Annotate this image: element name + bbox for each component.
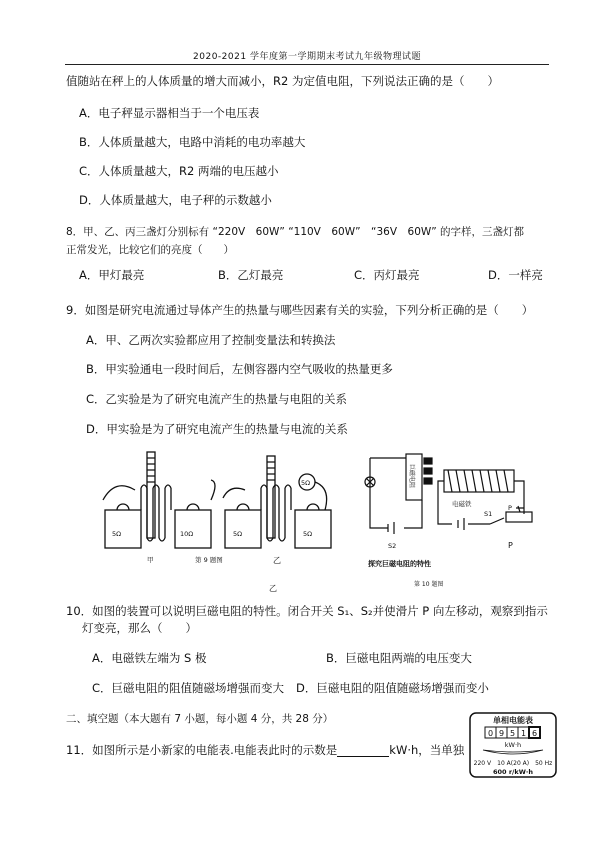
q10-option-b: B．巨磁电阻两端的电压变大 bbox=[326, 651, 472, 665]
fig10-title: 探究巨磁电阻的特性 bbox=[368, 560, 431, 568]
q9-option-c: C．乙实验是为了研究电流产生的热量与电阻的关系 bbox=[86, 392, 348, 406]
rheostat bbox=[506, 512, 532, 522]
q9-option-a: A．甲、乙两次实验都应用了控制变量法和转换法 bbox=[86, 333, 336, 347]
battery-left bbox=[388, 522, 394, 534]
q7-option-d: D．人体质量越大，电子秤的示数越小 bbox=[79, 193, 272, 207]
q8-option-c: C．丙灯最亮 bbox=[354, 268, 420, 282]
q8-option-a: A．甲灯最亮 bbox=[79, 268, 145, 282]
meter-digit-1: 0 bbox=[487, 729, 494, 738]
figure-9-apparatus bbox=[95, 448, 340, 598]
energy-meter-figure bbox=[469, 712, 557, 778]
fig9-under-label: 乙 bbox=[269, 584, 277, 593]
fig9-label-jia: 甲 bbox=[147, 556, 154, 564]
jia-right-container bbox=[175, 510, 211, 548]
q10-stem-line1: 10．如图的装置可以说明巨磁电阻的特性。闭合开关 S₁、S₂并使滑片 P 向左移动，观察到指示 bbox=[66, 604, 548, 618]
electromagnet-core bbox=[444, 470, 514, 492]
meter-title: 单相电能表 bbox=[493, 716, 533, 725]
q11-text-before: 11．如图所示是小新家的电能表.电能表此时的示数是 bbox=[66, 743, 338, 757]
fig9-res-b3: 5Ω bbox=[303, 530, 313, 538]
fig9-res-right: 10Ω bbox=[180, 530, 194, 538]
q7-stem: 值随站在秤上的人体质量的增大而减小，R2 为定值电阻，下列说法正确的是（ ） bbox=[66, 74, 499, 88]
q10-option-d: D．巨磁电阻的阻值随磁场增强而变小 bbox=[296, 681, 489, 695]
q11-stem bbox=[66, 743, 464, 757]
fig9-label-yi: 乙 bbox=[273, 556, 281, 565]
switch-s1-label: S1 bbox=[484, 510, 493, 518]
gmr-label: 巨磁电阻 bbox=[408, 464, 415, 489]
q8-stem-line2: 正常发光，比较它们的亮度（ ） bbox=[66, 244, 234, 256]
q10-stem-line2: 灯变亮，那么（ ） bbox=[82, 621, 197, 635]
q9-stem: 9．如图是研究电流通过导体产生的热量与哪些因素有关的实验，下列分析正确的是（ ） bbox=[66, 303, 534, 317]
slider-p-label-2: P bbox=[508, 541, 513, 550]
q11-answer-blank bbox=[337, 745, 389, 757]
meter-digit-2: 9 bbox=[498, 729, 505, 738]
fig9-res-left: 5Ω bbox=[112, 530, 122, 538]
meter-unit: kW·h bbox=[504, 741, 522, 749]
fig9-res-b2: 5Ω bbox=[301, 479, 311, 487]
section-2-title: 二、填空题（本大题有 7 小题，每小题 4 分，共 28 分） bbox=[66, 713, 334, 725]
yi-right-container bbox=[295, 510, 331, 548]
meter-spec: 220 V 10 A(20 A) 50 Hz bbox=[473, 760, 553, 767]
q8-stem-line1: 8．甲、乙、丙三盏灯分别标有 “220V 60W” “110V 60W” “36V 60W” 的字样，三盏灯都 bbox=[66, 226, 525, 238]
q9-option-b: B．甲实验通电一段时间后，左侧容器内空气吸收的热量更多 bbox=[86, 362, 393, 376]
header-divider bbox=[65, 64, 549, 65]
fig10-caption: 第 10 题图 bbox=[414, 581, 444, 588]
q7-option-c: C．人体质量越大，R2 两端的电压越小 bbox=[79, 164, 279, 178]
fig9-caption: 第 9 题图 bbox=[195, 556, 223, 564]
jia-manometer-tube bbox=[147, 452, 155, 538]
meter-digit-5: 6 bbox=[531, 729, 538, 738]
meter-rate: 600 r/kW·h bbox=[493, 768, 533, 776]
q7-option-b: B．人体质量越大，电路中消耗的电功率越大 bbox=[79, 135, 306, 149]
fig9-res-b1: 5Ω bbox=[233, 530, 243, 538]
q10-option-c: C．巨磁电阻的阻值随磁场增强而变大 bbox=[92, 681, 285, 695]
meter-digit-4: 1 bbox=[520, 729, 527, 738]
switch-s2-label: S2 bbox=[388, 542, 397, 550]
yi-left-container bbox=[225, 510, 261, 548]
meter-digit-3: 5 bbox=[509, 729, 516, 738]
electromagnet-label: 电磁铁 bbox=[452, 500, 472, 508]
q8-option-b: B．乙灯最亮 bbox=[218, 268, 284, 282]
figure-10-circuit bbox=[358, 450, 543, 590]
page-header: 2020-2021 学年度第一学期期末考试九年级物理试题 bbox=[193, 52, 421, 62]
q8-option-d: D．一样亮 bbox=[488, 268, 543, 282]
q7-option-a: A．电子秤显示器相当于一个电压表 bbox=[79, 106, 260, 120]
slider-p-label: P bbox=[508, 504, 512, 512]
q9-option-d: D．甲实验是为了研究电流产生的热量与电流的关系 bbox=[86, 422, 348, 436]
jia-left-container bbox=[105, 510, 141, 548]
q11-text-after: kW·h，当单独 bbox=[389, 743, 465, 757]
q10-option-a: A．电磁铁左端为 S 极 bbox=[92, 651, 207, 665]
